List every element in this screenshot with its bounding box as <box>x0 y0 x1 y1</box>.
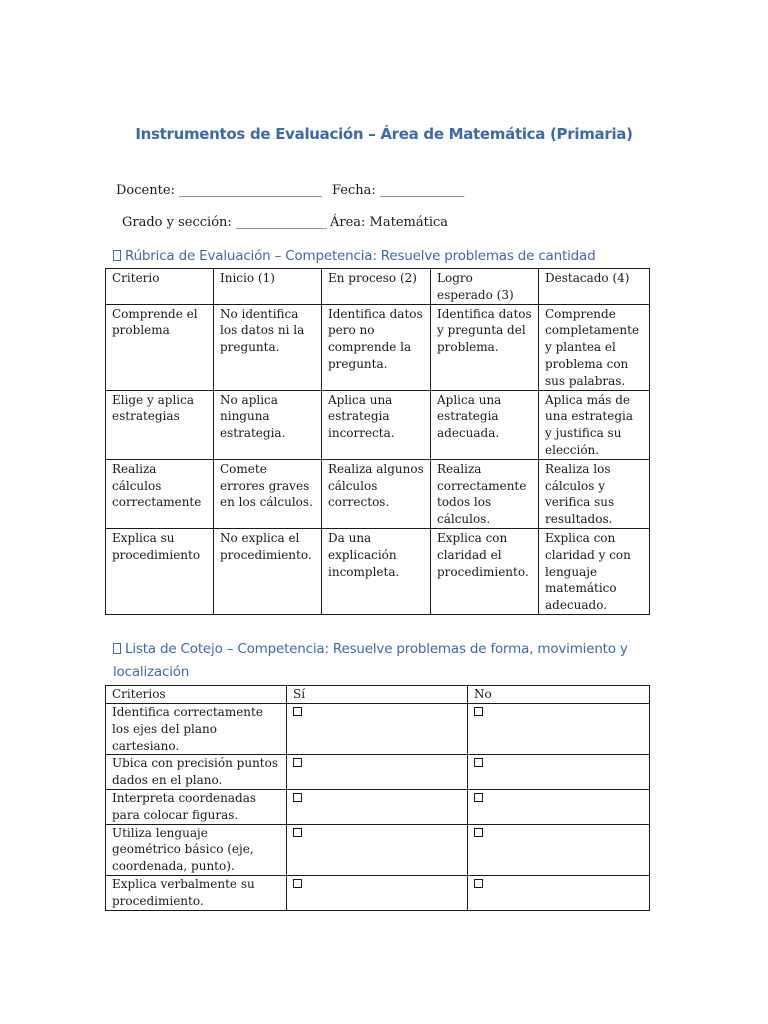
rubric-cell: Da una explicación incompleta. <box>322 528 431 614</box>
rubric-cell: Comprende completamente y plantea el problema con sus palabras. <box>539 304 650 390</box>
rubric-row <box>106 304 650 390</box>
clipboard-icon <box>113 250 121 261</box>
rubric-criterion-cell: Comprende el problema <box>106 304 214 390</box>
no-checkbox[interactable] <box>474 793 483 802</box>
rubric-row <box>106 528 650 614</box>
checklist-header-row <box>106 686 650 704</box>
rubric-heading-text: Rúbrica de Evaluación – Competencia: Resuelve problemas de cantidad <box>125 248 596 264</box>
rubric-cell: Identifica datos y pregunta del problema. <box>431 304 539 390</box>
rubric-cell: No aplica ninguna estrategia. <box>214 390 322 459</box>
checklist-no-cell <box>468 789 650 824</box>
rubric-cell: Explica con claridad y con lenguaje matemático adecuado. <box>539 528 650 614</box>
checklist-criterion-cell: Utiliza lenguaje geométrico básico (eje, coordenada, punto). <box>106 824 287 875</box>
no-checkbox[interactable] <box>474 828 483 837</box>
rubric-cell: Realiza correctamente todos los cálculos. <box>431 459 539 528</box>
document-title: Instrumentos de Evaluación – Área de Matemática (Primaria) <box>135 125 633 143</box>
checklist-header-cell: Sí <box>287 686 468 704</box>
grado-seccion-field[interactable]: Grado y sección: ______________ <box>122 215 327 230</box>
rubric-cell: Aplica una estrategia adecuada. <box>431 390 539 459</box>
rubric-row <box>106 459 650 528</box>
checklist-row <box>106 755 650 790</box>
checklist-no-cell <box>468 824 650 875</box>
checklist-no-cell <box>468 875 650 910</box>
rubric-table <box>105 268 650 615</box>
checklist-no-cell <box>468 704 650 755</box>
checklist-row <box>106 789 650 824</box>
rubric-cell: No identifica los datos ni la pregunta. <box>214 304 322 390</box>
rubric-header-cell: Destacado (4) <box>539 269 650 305</box>
no-checkbox[interactable] <box>474 879 483 888</box>
checklist-yes-cell <box>287 875 468 910</box>
checklist-header-cell: Criterios <box>106 686 287 704</box>
checklist-icon <box>113 643 121 654</box>
checklist-yes-cell <box>287 704 468 755</box>
checklist-criterion-cell: Interpreta coordenadas para colocar figuras. <box>106 789 287 824</box>
yes-checkbox[interactable] <box>293 879 302 888</box>
yes-checkbox[interactable] <box>293 758 302 767</box>
yes-checkbox[interactable] <box>293 828 302 837</box>
rubric-criterion-cell: Elige y aplica estrategias <box>106 390 214 459</box>
checklist-row <box>106 875 650 910</box>
rubric-header-cell: En proceso (2) <box>322 269 431 305</box>
rubric-criterion-cell: Realiza cálculos correctamente <box>106 459 214 528</box>
area-field: Área: Matemática <box>330 215 449 230</box>
checklist-criterion-cell: Identifica correctamente los ejes del plano cartesiano. <box>106 704 287 755</box>
fecha-field[interactable]: Fecha: _____________ <box>332 183 465 198</box>
checklist-row <box>106 824 650 875</box>
rubric-header-cell: Criterio <box>106 269 214 305</box>
checklist-row <box>106 704 650 755</box>
rubric-row <box>106 390 650 459</box>
checklist-heading <box>113 638 673 684</box>
checklist-yes-cell <box>287 755 468 790</box>
checklist-table <box>105 685 650 911</box>
checklist-criterion-cell: Explica verbalmente su procedimiento. <box>106 875 287 910</box>
rubric-cell: Aplica una estrategia incorrecta. <box>322 390 431 459</box>
rubric-cell: Aplica más de una estrategia y justifica su elección. <box>539 390 650 459</box>
no-checkbox[interactable] <box>474 707 483 716</box>
checklist-no-cell <box>468 755 650 790</box>
checklist-header-cell: No <box>468 686 650 704</box>
rubric-cell: Identifica datos pero no comprende la pregunta. <box>322 304 431 390</box>
docente-field[interactable]: Docente: ______________________ <box>116 183 323 198</box>
checklist-heading-text: Lista de Cotejo – Competencia: Resuelve problemas de forma, movimiento y localización <box>113 641 628 680</box>
rubric-cell: No explica el procedimiento. <box>214 528 322 614</box>
checklist-criterion-cell: Ubica con precisión puntos dados en el plano. <box>106 755 287 790</box>
checklist-yes-cell <box>287 789 468 824</box>
rubric-header-cell: Inicio (1) <box>214 269 322 305</box>
rubric-cell: Comete errores graves en los cálculos. <box>214 459 322 528</box>
rubric-cell: Explica con claridad el procedimiento. <box>431 528 539 614</box>
rubric-header-row <box>106 269 650 305</box>
rubric-header-cell: Logro esperado (3) <box>431 269 539 305</box>
rubric-cell: Realiza los cálculos y verifica sus resultados. <box>539 459 650 528</box>
checklist-yes-cell <box>287 824 468 875</box>
yes-checkbox[interactable] <box>293 793 302 802</box>
no-checkbox[interactable] <box>474 758 483 767</box>
rubric-cell: Realiza algunos cálculos correctos. <box>322 459 431 528</box>
yes-checkbox[interactable] <box>293 707 302 716</box>
rubric-heading <box>113 245 673 268</box>
rubric-criterion-cell: Explica su procedimiento <box>106 528 214 614</box>
